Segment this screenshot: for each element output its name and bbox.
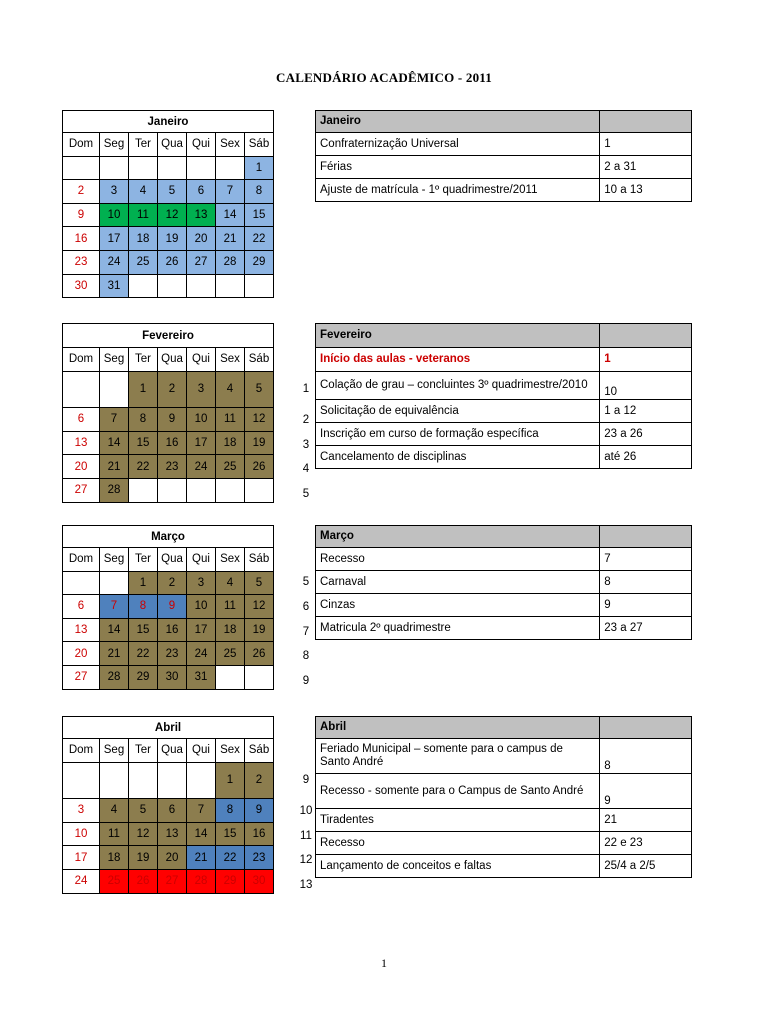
calendar-day: 10 bbox=[187, 408, 216, 432]
calendar-day: 5 bbox=[245, 571, 274, 595]
calendar-day: 1 bbox=[245, 156, 274, 180]
events-table bbox=[315, 110, 692, 202]
calendar-grid bbox=[62, 525, 274, 690]
calendar-day: 20 bbox=[187, 227, 216, 251]
calendar-empty-cell bbox=[129, 156, 158, 180]
calendar-day: 28 bbox=[216, 250, 245, 274]
calendar-day: 27 bbox=[63, 478, 100, 502]
week-number: 5 bbox=[302, 576, 310, 589]
calendar-day: 16 bbox=[158, 431, 187, 455]
calendar-day: 7 bbox=[216, 180, 245, 204]
calendar-empty-cell bbox=[158, 274, 187, 298]
calendar-day: 19 bbox=[245, 618, 274, 642]
weekday-header: Dom bbox=[63, 739, 100, 763]
calendar-empty-cell bbox=[158, 762, 187, 799]
calendar-day: 24 bbox=[187, 455, 216, 479]
calendar-day: 22 bbox=[245, 227, 274, 251]
weekday-header: Ter bbox=[129, 739, 158, 763]
calendar-empty-cell bbox=[187, 274, 216, 298]
weekday-header: Dom bbox=[63, 348, 100, 372]
weekday-header: Ter bbox=[129, 133, 158, 157]
event-name: Carnaval bbox=[316, 571, 600, 594]
weekday-header: Sex bbox=[216, 133, 245, 157]
events-month-title: Março bbox=[316, 526, 600, 548]
weekday-header: Ter bbox=[129, 548, 158, 572]
calendar-day: 10 bbox=[63, 822, 100, 846]
events-month-title: Abril bbox=[316, 717, 600, 739]
calendar-day: 2 bbox=[63, 180, 100, 204]
calendar-day: 28 bbox=[100, 665, 129, 689]
calendar-empty-cell bbox=[129, 762, 158, 799]
event-date: 1 bbox=[600, 348, 692, 372]
calendar-day: 25 bbox=[100, 869, 129, 893]
calendar-day: 30 bbox=[245, 869, 274, 893]
calendar-day: 14 bbox=[187, 822, 216, 846]
event-date: 22 e 23 bbox=[600, 832, 692, 855]
calendar-empty-cell bbox=[187, 762, 216, 799]
calendar-day: 7 bbox=[187, 799, 216, 823]
weekday-header: Seg bbox=[100, 133, 129, 157]
calendar-day: 20 bbox=[63, 642, 100, 666]
weekday-header: Sáb bbox=[245, 348, 274, 372]
calendar-empty-cell bbox=[216, 665, 245, 689]
week-number: 8 bbox=[302, 650, 310, 663]
weekday-header: Qua bbox=[158, 133, 187, 157]
calendar-day: 31 bbox=[187, 665, 216, 689]
calendar-day: 7 bbox=[100, 408, 129, 432]
weekday-header: Dom bbox=[63, 548, 100, 572]
calendar-day: 10 bbox=[187, 595, 216, 619]
calendar-day: 25 bbox=[129, 250, 158, 274]
calendar-empty-cell bbox=[63, 762, 100, 799]
calendar-empty-cell bbox=[187, 478, 216, 502]
event-date: 23 a 26 bbox=[600, 423, 692, 446]
calendar-day: 1 bbox=[129, 571, 158, 595]
calendar-day: 13 bbox=[63, 431, 100, 455]
calendar-day: 30 bbox=[63, 274, 100, 298]
event-date: 9 bbox=[600, 774, 692, 809]
calendar-day: 6 bbox=[187, 180, 216, 204]
calendar-day: 21 bbox=[100, 455, 129, 479]
calendar-day: 13 bbox=[63, 618, 100, 642]
event-name: Colação de grau – concluintes 3º quadrimestre/2010 bbox=[316, 372, 600, 400]
calendar-empty-cell bbox=[158, 478, 187, 502]
calendar-day: 18 bbox=[216, 431, 245, 455]
calendar-day: 6 bbox=[63, 595, 100, 619]
calendar-day: 19 bbox=[245, 431, 274, 455]
event-name: Solicitação de equivalência bbox=[316, 400, 600, 423]
calendar-grid bbox=[62, 110, 274, 298]
calendar-day: 19 bbox=[129, 846, 158, 870]
calendar-grid bbox=[62, 716, 274, 894]
calendar-empty-cell bbox=[63, 156, 100, 180]
calendar-day: 8 bbox=[216, 799, 245, 823]
event-date: 8 bbox=[600, 739, 692, 774]
calendar-day: 24 bbox=[187, 642, 216, 666]
calendar-day: 31 bbox=[100, 274, 129, 298]
calendar-day: 14 bbox=[100, 618, 129, 642]
event-name: Matricula 2º quadrimestre bbox=[316, 617, 600, 640]
calendar-day: 9 bbox=[245, 799, 274, 823]
week-number: 11 bbox=[300, 829, 312, 842]
calendar-day: 22 bbox=[129, 455, 158, 479]
event-name: Cancelamento de disciplinas bbox=[316, 446, 600, 469]
calendar-day: 15 bbox=[245, 203, 274, 227]
calendar-day: 30 bbox=[158, 665, 187, 689]
week-number: 6 bbox=[302, 601, 310, 613]
calendar-empty-cell bbox=[245, 665, 274, 689]
weekday-header: Sáb bbox=[245, 133, 274, 157]
calendar-day: 4 bbox=[129, 180, 158, 204]
week-number: 12 bbox=[299, 854, 313, 867]
event-name: Inscrição em curso de formação específica bbox=[316, 423, 600, 446]
weekday-header: Seg bbox=[100, 348, 129, 372]
calendar-empty-cell bbox=[129, 274, 158, 298]
calendar-day: 18 bbox=[216, 618, 245, 642]
calendar-day: 23 bbox=[63, 250, 100, 274]
calendar-day: 1 bbox=[129, 371, 158, 408]
week-number: 7 bbox=[302, 625, 310, 638]
calendar-empty-cell bbox=[245, 274, 274, 298]
calendar-month-title: Março bbox=[63, 526, 274, 548]
calendar-empty-cell bbox=[100, 762, 129, 799]
calendar-empty-cell bbox=[100, 156, 129, 180]
calendar-day: 16 bbox=[63, 227, 100, 251]
calendar-empty-cell bbox=[245, 478, 274, 502]
event-name: Lançamento de conceitos e faltas bbox=[316, 855, 600, 878]
calendar-day: 3 bbox=[100, 180, 129, 204]
calendar-day: 27 bbox=[187, 250, 216, 274]
calendar-day: 2 bbox=[158, 571, 187, 595]
event-date: 1 bbox=[600, 133, 692, 156]
calendar-day: 24 bbox=[63, 869, 100, 893]
event-date: 10 a 13 bbox=[600, 179, 692, 202]
weekday-header: Sex bbox=[216, 739, 245, 763]
event-date: 8 bbox=[600, 571, 692, 594]
event-name: Tiradentes bbox=[316, 809, 600, 832]
calendar-day: 13 bbox=[158, 822, 187, 846]
weekday-header: Qui bbox=[187, 739, 216, 763]
calendar-day: 17 bbox=[187, 618, 216, 642]
event-name: Ajuste de matrícula - 1º quadrimestre/2011 bbox=[316, 179, 600, 202]
calendar-day: 21 bbox=[216, 227, 245, 251]
events-header-blank bbox=[600, 111, 692, 133]
calendar-day: 10 bbox=[100, 203, 129, 227]
events-header-blank bbox=[600, 526, 692, 548]
calendar-day: 5 bbox=[129, 799, 158, 823]
weekday-header: Seg bbox=[100, 548, 129, 572]
calendar-day: 8 bbox=[129, 595, 158, 619]
calendar-day: 26 bbox=[245, 642, 274, 666]
event-date: 10 bbox=[600, 372, 692, 400]
calendar-day: 8 bbox=[129, 408, 158, 432]
calendar-day: 18 bbox=[100, 846, 129, 870]
calendar-day: 22 bbox=[129, 642, 158, 666]
calendar-day: 16 bbox=[245, 822, 274, 846]
page-number: 1 bbox=[381, 956, 387, 970]
calendar-day: 12 bbox=[245, 595, 274, 619]
week-number: 4 bbox=[302, 463, 310, 476]
calendar-day: 2 bbox=[158, 371, 187, 408]
event-date: 25/4 a 2/5 bbox=[600, 855, 692, 878]
calendar-day: 2 bbox=[245, 762, 274, 799]
calendar-day: 12 bbox=[129, 822, 158, 846]
event-date: 7 bbox=[600, 548, 692, 571]
calendar-day: 24 bbox=[100, 250, 129, 274]
calendar-day: 14 bbox=[216, 203, 245, 227]
weekday-header: Qui bbox=[187, 133, 216, 157]
calendar-day: 6 bbox=[63, 408, 100, 432]
calendar-day: 8 bbox=[245, 180, 274, 204]
events-table bbox=[315, 716, 692, 878]
calendar-empty-cell bbox=[63, 571, 100, 595]
event-date: 2 a 31 bbox=[600, 156, 692, 179]
calendar-day: 18 bbox=[129, 227, 158, 251]
events-header-blank bbox=[600, 324, 692, 348]
calendar-day: 21 bbox=[100, 642, 129, 666]
calendar-day: 11 bbox=[100, 822, 129, 846]
calendar-day: 23 bbox=[245, 846, 274, 870]
calendar-day: 27 bbox=[63, 665, 100, 689]
calendar-empty-cell bbox=[63, 371, 100, 408]
week-number: 9 bbox=[302, 773, 310, 786]
calendar-day: 12 bbox=[245, 408, 274, 432]
calendar-day: 17 bbox=[187, 431, 216, 455]
calendar-day: 23 bbox=[158, 455, 187, 479]
week-number: 10 bbox=[299, 804, 313, 817]
calendar-day: 20 bbox=[158, 846, 187, 870]
event-name: Recesso bbox=[316, 548, 600, 571]
calendar-day: 3 bbox=[63, 799, 100, 823]
calendar-empty-cell bbox=[100, 571, 129, 595]
calendar-day: 3 bbox=[187, 371, 216, 408]
event-date: 21 bbox=[600, 809, 692, 832]
calendar-day: 12 bbox=[158, 203, 187, 227]
calendar-day: 5 bbox=[158, 180, 187, 204]
calendar-day: 11 bbox=[129, 203, 158, 227]
weekday-header: Qua bbox=[158, 348, 187, 372]
calendar-month-title: Abril bbox=[63, 717, 274, 739]
calendar-day: 17 bbox=[63, 846, 100, 870]
calendar-month-title: Janeiro bbox=[63, 111, 274, 133]
weekday-header: Qua bbox=[158, 548, 187, 572]
week-number: 5 bbox=[302, 487, 310, 500]
calendar-day: 23 bbox=[158, 642, 187, 666]
calendar-day: 4 bbox=[216, 571, 245, 595]
calendar-empty-cell bbox=[187, 156, 216, 180]
events-table bbox=[315, 525, 692, 640]
calendar-day: 11 bbox=[216, 595, 245, 619]
weekday-header: Qui bbox=[187, 548, 216, 572]
calendar-day: 4 bbox=[216, 371, 245, 408]
event-name: Cinzas bbox=[316, 594, 600, 617]
calendar-empty-cell bbox=[216, 478, 245, 502]
calendar-day: 3 bbox=[187, 571, 216, 595]
calendar-day: 9 bbox=[158, 408, 187, 432]
calendar-day: 26 bbox=[245, 455, 274, 479]
calendar-day: 29 bbox=[216, 869, 245, 893]
calendar-day: 14 bbox=[100, 431, 129, 455]
calendar-day: 20 bbox=[63, 455, 100, 479]
event-name: Confraternização Universal bbox=[316, 133, 600, 156]
weekday-header: Qua bbox=[158, 739, 187, 763]
calendar-day: 9 bbox=[63, 203, 100, 227]
calendar-day: 28 bbox=[187, 869, 216, 893]
calendar-empty-cell bbox=[216, 274, 245, 298]
events-header-blank bbox=[600, 717, 692, 739]
event-date: 1 a 12 bbox=[600, 400, 692, 423]
calendar-month-title: Fevereiro bbox=[63, 324, 274, 348]
calendar-grid bbox=[62, 323, 274, 503]
event-date: 23 a 27 bbox=[600, 617, 692, 640]
calendar-day: 1 bbox=[216, 762, 245, 799]
calendar-day: 28 bbox=[100, 478, 129, 502]
calendar-day: 17 bbox=[100, 227, 129, 251]
event-date: até 26 bbox=[600, 446, 692, 469]
weekday-header: Sáb bbox=[245, 739, 274, 763]
calendar-day: 7 bbox=[100, 595, 129, 619]
calendar-day: 15 bbox=[216, 822, 245, 846]
weekday-header: Sex bbox=[216, 348, 245, 372]
calendar-day: 22 bbox=[216, 846, 245, 870]
document-title: CALENDÁRIO ACADÊMICO - 2011 bbox=[276, 70, 492, 85]
calendar-day: 15 bbox=[129, 431, 158, 455]
calendar-day: 13 bbox=[187, 203, 216, 227]
calendar-empty-cell bbox=[129, 478, 158, 502]
calendar-empty-cell bbox=[158, 156, 187, 180]
calendar-day: 16 bbox=[158, 618, 187, 642]
event-name: Recesso bbox=[316, 832, 600, 855]
events-table bbox=[315, 323, 692, 469]
events-month-title: Fevereiro bbox=[316, 324, 600, 348]
weekday-header: Qui bbox=[187, 348, 216, 372]
calendar-day: 26 bbox=[158, 250, 187, 274]
calendar-day: 25 bbox=[216, 455, 245, 479]
event-name: Início das aulas - veteranos bbox=[316, 348, 600, 372]
calendar-empty-cell bbox=[100, 371, 129, 408]
weekday-header: Sáb bbox=[245, 548, 274, 572]
event-name: Recesso - somente para o Campus de Santo André bbox=[316, 774, 600, 809]
event-name: Férias bbox=[316, 156, 600, 179]
week-number: 2 bbox=[302, 413, 310, 426]
calendar-day: 29 bbox=[129, 665, 158, 689]
calendar-day: 27 bbox=[158, 869, 187, 893]
calendar-day: 29 bbox=[245, 250, 274, 274]
calendar-day: 15 bbox=[129, 618, 158, 642]
weekday-header: Dom bbox=[63, 133, 100, 157]
calendar-day: 4 bbox=[100, 799, 129, 823]
calendar-day: 19 bbox=[158, 227, 187, 251]
calendar-day: 25 bbox=[216, 642, 245, 666]
calendar-day: 21 bbox=[187, 846, 216, 870]
week-number: 1 bbox=[302, 382, 310, 395]
calendar-day: 26 bbox=[129, 869, 158, 893]
calendar-day: 11 bbox=[216, 408, 245, 432]
weekday-header: Seg bbox=[100, 739, 129, 763]
week-number: 13 bbox=[299, 878, 313, 891]
calendar-day: 5 bbox=[245, 371, 274, 408]
week-number: 3 bbox=[302, 438, 310, 451]
weekday-header: Ter bbox=[129, 348, 158, 372]
events-month-title: Janeiro bbox=[316, 111, 600, 133]
week-number: 9 bbox=[302, 674, 310, 687]
event-name: Feriado Municipal – somente para o campus de Santo André bbox=[316, 739, 600, 774]
calendar-day: 6 bbox=[158, 799, 187, 823]
calendar-day: 9 bbox=[158, 595, 187, 619]
event-date: 9 bbox=[600, 594, 692, 617]
weekday-header: Sex bbox=[216, 548, 245, 572]
calendar-empty-cell bbox=[216, 156, 245, 180]
